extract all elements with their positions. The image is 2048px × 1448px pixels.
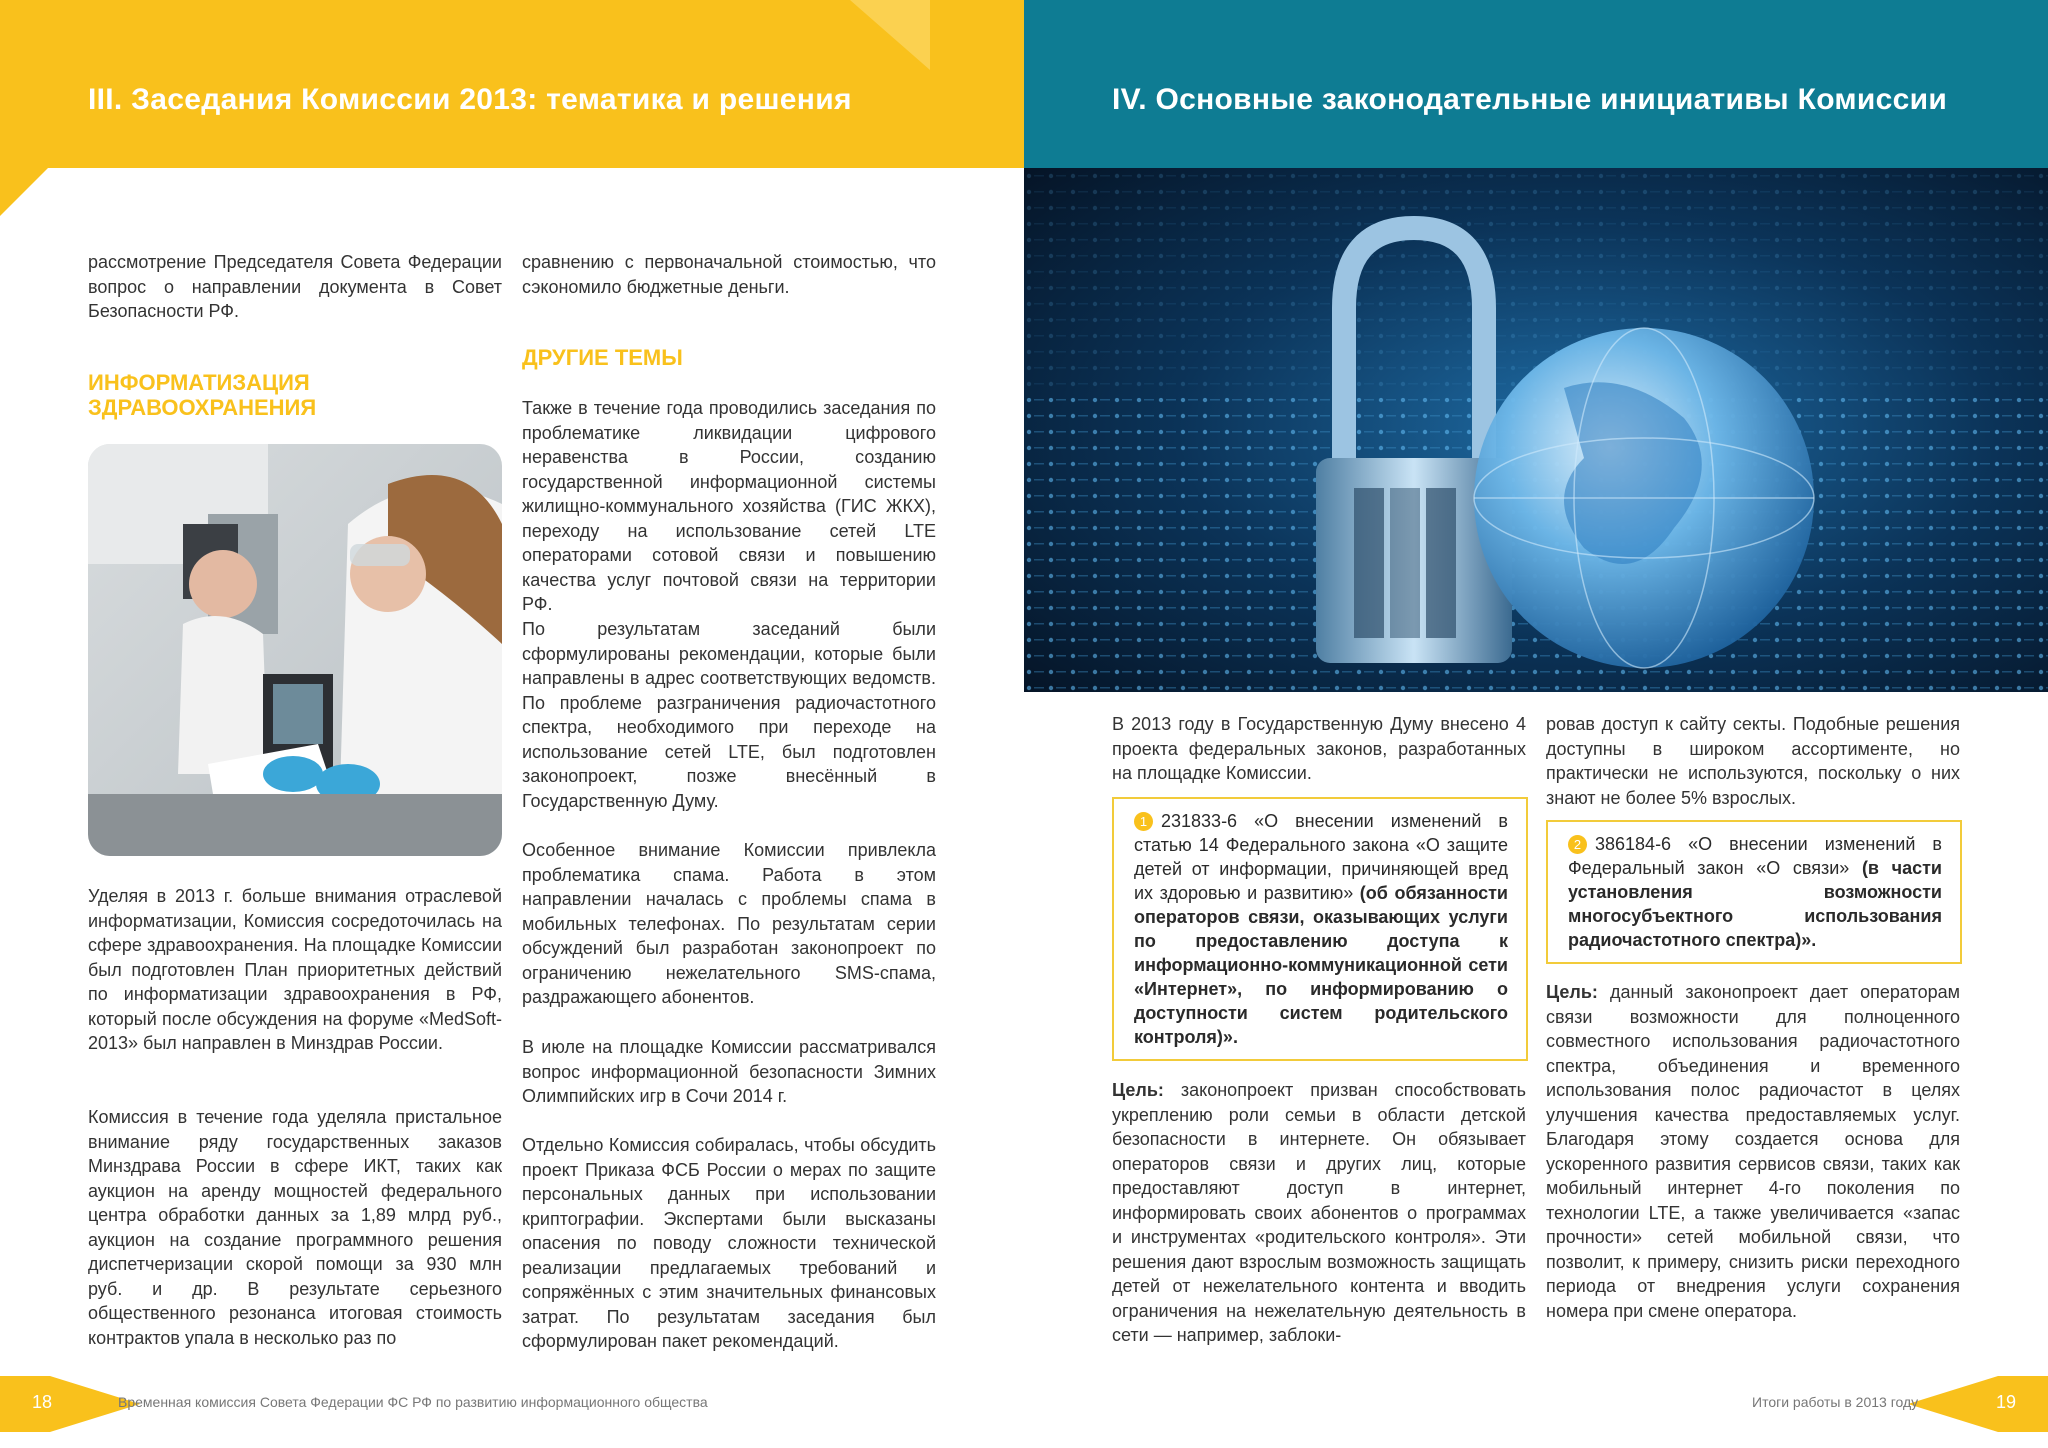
bill-1-number-badge: 1 <box>1134 812 1153 831</box>
left-page-number: 18 <box>32 1392 53 1412</box>
right-col1-intro: В 2013 году в Государственную Думу внесено 4 проекта федеральных законов, разработанных на площадке Комиссии. <box>1112 714 1526 783</box>
left-header-accent <box>850 0 930 70</box>
bill-2-number-badge: 2 <box>1568 835 1587 854</box>
bill-2-bold-text: (в части установления возможности многосубъектного использования радиочастотного спектра)». <box>1568 858 1942 950</box>
health-section-heading: ИНФОРМАТИЗАЦИЯ ЗДРАВООХРАНЕНИЯ <box>88 370 317 420</box>
lab-photo <box>88 444 502 856</box>
right-page-title: IV. Основные законодательные инициативы Комиссии <box>1112 83 1948 116</box>
left-page-title: III. Заседания Комиссии 2013: тематика и решения <box>88 83 852 116</box>
left-col2-para-5: Отдельно Комиссия собиралась, чтобы обсудить проект Приказа ФСБ России о мерах по защите персональных данных при использовании криптографии. Экспертами были высказаны опасения по поводу сложности технической реализации предлагаемых требований и сопряжённых с этим значительных финансовых затрат. По результатам заседания был сформулирован пакет рекомендаций. <box>522 1135 936 1351</box>
right-col2-intro: ровав доступ к сайту секты. Подобные решения доступны в широком ассортименте, но практически не используются, поскольку о них знают не более 5% взрослых. <box>1546 714 1960 808</box>
left-col1-para-1: Уделяя в 2013 г. больше внимания отраслевой информатизации, Комиссия сосредоточилась на сфере здравоохранения. На площадке Комиссии был подготовлен План приоритетных действий по информатизации здравоохранения в РФ, который после обсуждения на форуме «MedSoft-2013» был направлен в Минздрав России. <box>88 886 502 1053</box>
left-col2-para-4: В июле на площадке Комиссии рассматривался вопрос информационной безопасности Зимних Олимпийских игр в Сочи 2014 г. <box>522 1037 936 1106</box>
left-col2-para-2: По результатам заседаний были сформулированы рекомендации, которые были направлены в адрес соответствующих ведомств. По проблеме разграничения радиочастотного спектра, необходимого при переходе на использование сетей LTE, был подготовлен законопроект, позже внесённый в Государственную Думу. <box>522 619 936 811</box>
right-page-number: 19 <box>1996 1392 2017 1412</box>
other-section-heading: ДРУГИЕ ТЕМЫ <box>522 345 683 370</box>
bill-2-box <box>1546 820 1962 964</box>
left-header-corner <box>0 168 48 216</box>
security-hero-image <box>1024 168 2048 692</box>
padlock-globe-illustration <box>1024 168 2048 692</box>
bill-1-text: 231833-6 «О внесении изменений в статью 14 Федерального закона «О защите детей от информации, причиняющей вред их здоровью и развитию» <box>1134 811 1508 903</box>
bill-2-goal <box>1546 980 1960 1323</box>
bill-1-bold-text: (об обязанности операторов связи, оказывающих услуги по предоставлению доступа к информационно-коммуникационной сети «Интернет», по информированию о доступности систем родительского контроля)». <box>1134 883 1508 1047</box>
bill-1-goal <box>1112 1078 1526 1348</box>
lab-photo-illustration <box>88 444 502 856</box>
bill-2-text: 386184-6 «О внесении изменений в Федеральный закон «О связи» <box>1568 834 1942 878</box>
bill-1-box <box>1112 797 1528 1061</box>
left-col2-para-3: Особенное внимание Комиссии привлекла проблематика спама. Работа в этом направлении началась с проблемы спама в мобильных телефонах. По результатам серии обсуждений был разработан законопроект по ограничению нежелательного SMS-спама, раздражающего абонентов. <box>522 840 936 1007</box>
left-col2-intro: сравнению с первоначальной стоимостью, что сэкономило бюджетные деньги. <box>522 252 936 297</box>
goal-2-label: Цель: <box>1546 982 1598 1002</box>
goal-2-text: данный законопроект дает операторам связи возможности для полноценного совместного использования радиочастотного спектра, объединения и временного использования полос радиочастот в целях улучшения качества предоставляемых услуг. Благодаря этому создается основа для ускоренного развития сервисов связи, таких как мобильный интернет 4-го поколения по технологии LTE, а также увеличивается «запас прочности» сетей мобильной связи, что позволит, к примеру, снизить риски переходного периода от внедрения услуги сохранения номера при смене оператора. <box>1546 982 1960 1321</box>
right-page-number-arrow <box>1908 1376 1998 1432</box>
left-footer-text: Временная комиссия Совета Федерации ФС РФ по развитию информационного общества <box>118 1394 708 1410</box>
left-col1-intro: рассмотрение Председателя Совета Федерации вопрос о направлении документа в Совет Безопасности РФ. <box>88 252 502 321</box>
left-col2-para-1: Также в течение года проводились заседания по проблематике ликвидации цифрового неравенства в России, созданию государственной информационной системы жилищно-коммунального хозяйства (ГИС ЖКХ), переходу на использование сетей LTE операторами сотовой связи и повышению качества услуг почтовой связи на территории РФ. <box>522 398 936 614</box>
goal-1-label: Цель: <box>1112 1080 1164 1100</box>
goal-1-text: законопроект призван способствовать укреплению роли семьи в области детской безопасности в интернете. Он обязывает операторов связи и других лиц, которые предоставляют доступ в интернет, информировать своих абонентов о программах и инструментах «родительского контроля». Эти решения дают взрослым возможность защищать детей от нежелательного контента и вводить ограничения на нежелательную деятельность в сети — например, заблоки- <box>1112 1080 1526 1345</box>
right-footer-text: Итоги работы в 2013 году <box>1752 1394 1919 1410</box>
left-col1-para-2: Комиссия в течение года уделяла пристальное внимание ряду государственных заказов Минздрава России в сфере ИКТ, таких как аукцион на аренду мощностей федерального центра обработки данных за 1,89 млрд руб., аукцион на создание программного решения диспетчеризации скорой помощи за 930 млн руб. и др. В результате серьезного общественного резонанса итоговая стоимость контрактов упала в несколько раз по <box>88 1107 502 1348</box>
